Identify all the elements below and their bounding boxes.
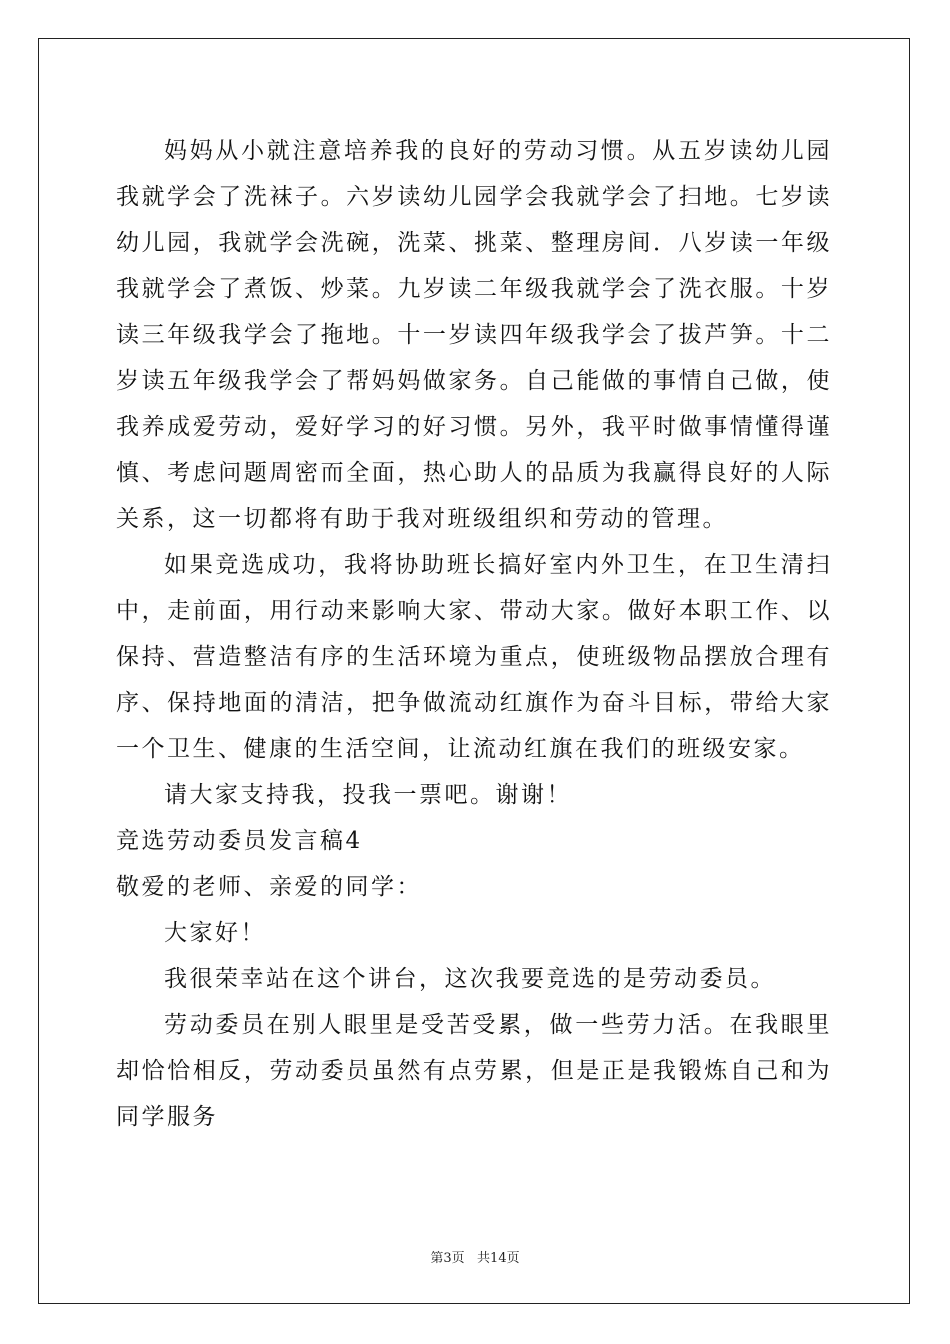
section-heading: 竞选劳动委员发言稿4 — [116, 828, 363, 854]
paragraph-3: 请大家支持我，投我一票吧。谢谢！ — [164, 782, 572, 808]
document-body — [116, 128, 832, 1140]
paragraph-intro: 我很荣幸站在这个讲台，这次我要竞选的是劳动委员。 — [164, 966, 776, 992]
paragraph-last: 劳动委员在别人眼里是受苦受累，做一些劳力活。在我眼里却恰恰相反，劳动委员虽然有点劳累，但是正是我锻炼自己和为同学服务 — [116, 1012, 832, 1130]
paragraph-1: 妈妈从小就注意培养我的良好的劳动习惯。从五岁读幼儿园我就学会了洗袜子。六岁读幼儿园学会我就学会了扫地。七岁读幼儿园，我就学会洗碗，洗菜、挑菜、整理房间．八岁读一年级我就学会了煮饭、炒菜。九岁读二年级我就学会了洗衣服。十岁读三年级我学会了拖地。十一岁读四年级我学会了拔芦笋。十二岁读五年级我学会了帮妈妈做家务。自己能做的事情自己做，使我养成爱劳动，爱好学习的好习惯。另外，我平时做事情懂得谨慎、考虑问题周密而全面，热心助人的品质为我赢得良好的人际关系，这一切都将有助于我对班级组织和劳动的管理。 — [116, 138, 832, 532]
page-footer: 第3页 共14页 — [430, 1251, 520, 1266]
greeting: 大家好！ — [164, 920, 266, 946]
salutation: 敬爱的老师、亲爱的同学： — [116, 874, 422, 900]
paragraph-2: 如果竞选成功，我将协助班长搞好室内外卫生，在卫生清扫中，走前面，用行动来影响大家、带动大家。做好本职工作、以保持、营造整洁有序的生活环境为重点，使班级物品摆放合理有序、保持地面的清洁，把争做流动红旗作为奋斗目标，带给大家一个卫生、健康的生活空间，让流动红旗在我们的班级安家。 — [116, 552, 832, 762]
